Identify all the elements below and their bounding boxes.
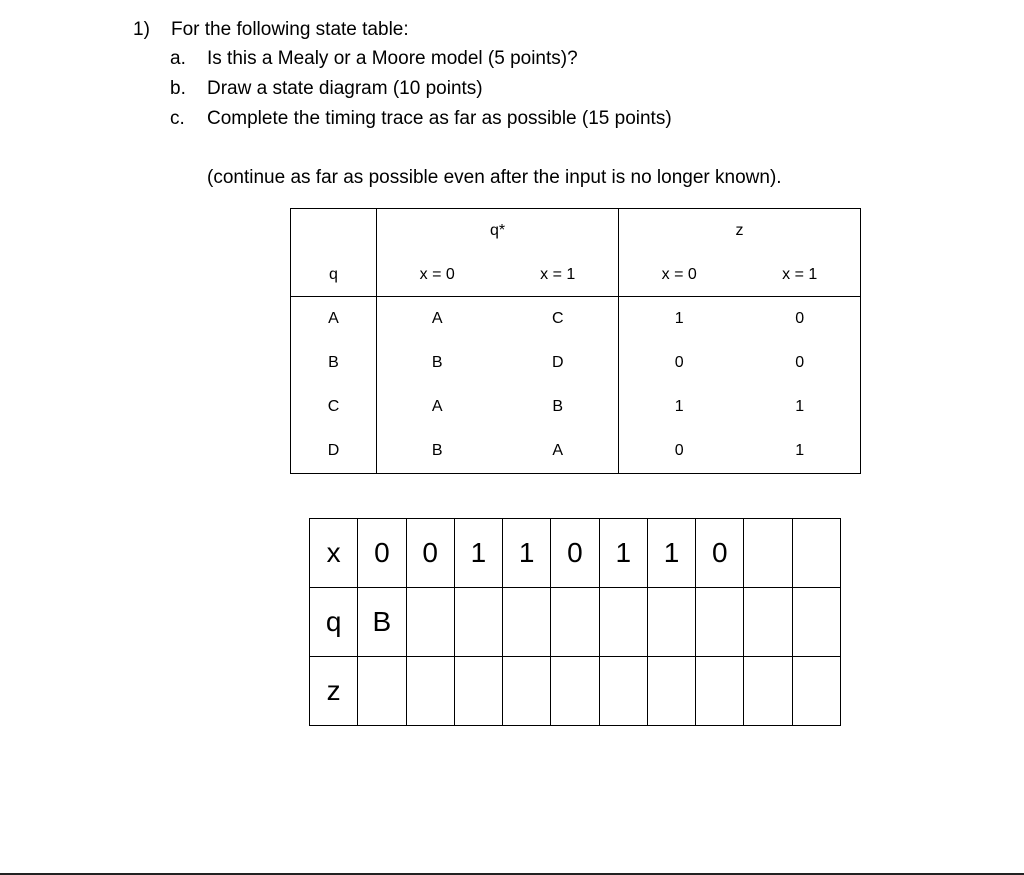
output-cell: 1 xyxy=(740,429,861,474)
timing-cell: 1 xyxy=(599,519,647,588)
timing-cell xyxy=(599,657,647,726)
timing-cell xyxy=(744,588,792,657)
timing-cell xyxy=(358,657,406,726)
output-cell: 1 xyxy=(674,397,684,415)
timing-trace-table xyxy=(309,518,841,726)
output-cell: 0 xyxy=(740,341,861,385)
timing-cell xyxy=(696,588,744,657)
next-state-cell: C xyxy=(498,297,619,341)
timing-cell xyxy=(599,588,647,657)
state-header-blank xyxy=(291,209,377,254)
table-row xyxy=(291,385,861,429)
next-state-cell: A xyxy=(431,397,443,415)
timing-cell xyxy=(406,657,454,726)
part-b-letter: b. xyxy=(170,78,186,99)
timing-label-x: x xyxy=(310,519,358,588)
col-header-next-x1: x = 1 xyxy=(498,254,619,297)
timing-cell xyxy=(551,588,599,657)
timing-cell: B xyxy=(358,588,406,657)
next-state-cell: B xyxy=(498,385,619,429)
part-b-text: Draw a state diagram (10 points) xyxy=(207,78,483,99)
table-row xyxy=(291,429,861,474)
timing-cell: 1 xyxy=(503,519,551,588)
output-cell: 0 xyxy=(619,429,740,474)
timing-cell xyxy=(551,657,599,726)
timing-cell xyxy=(792,657,840,726)
state-table xyxy=(290,208,861,474)
timing-cell: 0 xyxy=(551,519,599,588)
timing-cell xyxy=(406,588,454,657)
timing-cell: 1 xyxy=(454,519,502,588)
output-cell: 1 xyxy=(740,385,861,429)
output-cell: 1 xyxy=(674,309,684,327)
next-state-cell: B xyxy=(431,353,443,371)
next-state-cell: A xyxy=(498,429,619,474)
timing-label-q: q xyxy=(310,588,358,657)
col-header-z-x1: x = 1 xyxy=(740,254,861,297)
timing-cell: 0 xyxy=(696,519,744,588)
output-cell: 0 xyxy=(740,297,861,341)
part-c-letter: c. xyxy=(170,108,185,129)
output-group-header: z xyxy=(619,209,861,254)
timing-cell xyxy=(647,657,695,726)
timing-label-z: z xyxy=(310,657,358,726)
next-state-cell: B xyxy=(377,429,498,474)
timing-cell xyxy=(454,588,502,657)
timing-cell xyxy=(744,657,792,726)
timing-row-x xyxy=(310,519,841,588)
col-header-z-x0: x = 0 xyxy=(619,254,740,297)
timing-cell xyxy=(792,519,840,588)
part-a-text: Is this a Mealy or a Moore model (5 points)? xyxy=(207,48,578,69)
timing-cell: 1 xyxy=(647,519,695,588)
timing-cell: 0 xyxy=(406,519,454,588)
state-cell: D xyxy=(291,429,377,474)
timing-row-z xyxy=(310,657,841,726)
table-row xyxy=(291,341,861,385)
state-cell: A xyxy=(291,297,377,341)
state-cell: B xyxy=(291,341,377,385)
timing-cell xyxy=(503,657,551,726)
next-state-cell: A xyxy=(431,309,443,327)
next-state-cell: D xyxy=(498,341,619,385)
timing-cell: 0 xyxy=(358,519,406,588)
part-c-text: Complete the timing trace as far as possible (15 points) xyxy=(207,108,672,129)
instruction-note: (continue as far as possible even after the input is no longer known). xyxy=(207,167,782,188)
timing-row-q xyxy=(310,588,841,657)
part-a-letter: a. xyxy=(170,48,186,69)
timing-cell xyxy=(503,588,551,657)
col-header-next-x0: x = 0 xyxy=(377,254,498,297)
timing-cell xyxy=(744,519,792,588)
next-state-group-header: q* xyxy=(377,209,619,254)
state-cell: C xyxy=(291,385,377,429)
timing-cell xyxy=(792,588,840,657)
output-cell: 0 xyxy=(674,353,684,371)
col-header-q: q xyxy=(291,254,377,297)
timing-cell xyxy=(454,657,502,726)
timing-cell xyxy=(647,588,695,657)
timing-cell xyxy=(696,657,744,726)
question-prompt: For the following state table: xyxy=(171,19,409,40)
table-row xyxy=(291,297,861,341)
question-number: 1) xyxy=(133,19,150,40)
